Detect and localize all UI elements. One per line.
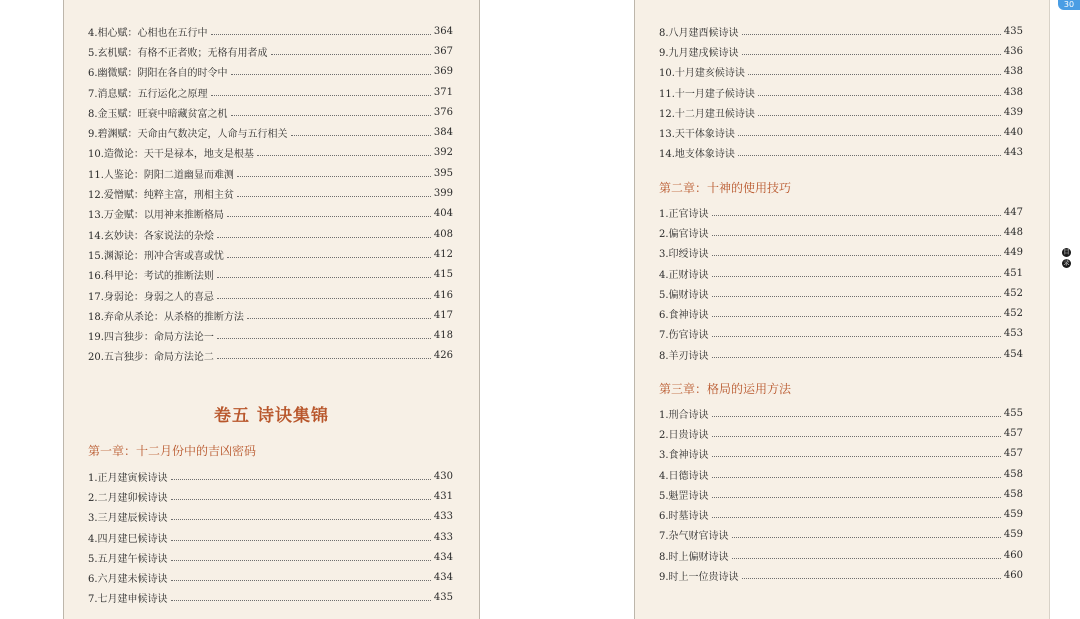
toc-entry[interactable] <box>88 204 453 224</box>
toc-entry[interactable] <box>88 244 453 264</box>
entry-title: 4.相心赋：心相也在五行中 <box>88 27 208 39</box>
notification-badge[interactable]: 30 <box>1058 0 1080 10</box>
toc-entry[interactable] <box>88 265 453 285</box>
dot-leader <box>758 95 1001 96</box>
toc-entry[interactable] <box>88 82 453 102</box>
entry-title: 2.偏官诗诀 <box>659 228 709 240</box>
page-number: 384 <box>433 127 453 139</box>
entry-title: 12.爱憎赋：纯粹主富，刑相主贫 <box>88 190 234 202</box>
toc-entry[interactable] <box>88 122 453 142</box>
dot-leader <box>712 296 1001 297</box>
page-number: 415 <box>433 269 453 281</box>
toc-entry[interactable] <box>659 545 1023 565</box>
toc-entry[interactable] <box>659 283 1023 303</box>
toc-entry[interactable] <box>88 346 453 366</box>
entry-title: 2.二月建卯候诗诀 <box>88 492 168 504</box>
dot-leader <box>211 34 431 35</box>
entry-title: 8.时上偏财诗诀 <box>659 551 729 563</box>
page-number: 457 <box>1003 448 1023 460</box>
entry-title: 9.九月建戌候诗诀 <box>659 47 739 59</box>
entry-title: 12.十二月建丑候诗诀 <box>659 108 755 120</box>
page-number: 460 <box>1003 549 1023 561</box>
toc-entry[interactable] <box>659 202 1023 222</box>
dot-leader <box>271 54 431 55</box>
toc-list <box>659 21 1023 163</box>
toc-entry[interactable] <box>88 102 453 122</box>
dot-leader <box>227 216 431 217</box>
page-number: 436 <box>1003 45 1023 57</box>
page-number: 449 <box>1003 247 1023 259</box>
toc-entry[interactable] <box>88 588 453 608</box>
entry-title: 18.弃命从杀论：从杀格的推断方法 <box>88 311 244 323</box>
page-number: 364 <box>433 25 453 37</box>
toc-entry[interactable] <box>659 303 1023 323</box>
entry-title: 20.五言独步：命局方法论二 <box>88 352 214 364</box>
toc-entry[interactable] <box>659 504 1023 524</box>
dot-leader <box>217 298 431 299</box>
toc-entry[interactable] <box>88 547 453 567</box>
dot-leader <box>171 519 431 520</box>
toc-entry[interactable] <box>659 423 1023 443</box>
dot-leader <box>217 338 431 339</box>
page-number: 404 <box>433 208 453 220</box>
dot-leader <box>231 115 431 116</box>
dot-leader <box>247 318 431 319</box>
dot-leader <box>712 456 1001 457</box>
toc-entry[interactable] <box>659 403 1023 423</box>
dot-leader <box>257 155 431 156</box>
right-page <box>634 0 1050 619</box>
entry-title: 10.造微论：天干是禄本，地支是根基 <box>88 149 254 161</box>
entry-title: 3.三月建辰候诗诀 <box>88 513 168 525</box>
entry-title: 4.四月建巳候诗诀 <box>88 533 168 545</box>
toc-entry[interactable] <box>659 484 1023 504</box>
page-number: 452 <box>1003 287 1023 299</box>
toc-entry[interactable] <box>659 82 1023 102</box>
page-number: 448 <box>1003 226 1023 238</box>
entry-title: 3.食神诗诀 <box>659 450 709 462</box>
entry-title: 8.金玉赋：旺衰中暗藏贫富之机 <box>88 108 228 120</box>
dot-leader <box>758 115 1001 116</box>
dot-leader <box>732 537 1001 538</box>
entry-title: 7.消息赋：五行运化之原理 <box>88 88 208 100</box>
dot-leader <box>712 215 1001 216</box>
page-number: 416 <box>433 289 453 301</box>
page-number: 452 <box>1003 308 1023 320</box>
dot-leader <box>211 95 431 96</box>
toc-entry[interactable] <box>659 243 1023 263</box>
toc-entry[interactable] <box>659 344 1023 364</box>
entry-title: 13.万金赋：以用神来推断格局 <box>88 210 224 222</box>
page-number: 412 <box>433 248 453 260</box>
toc-entry[interactable] <box>88 163 453 183</box>
entry-title: 5.魁罡诗诀 <box>659 490 709 502</box>
entry-title: 4.正财诗诀 <box>659 269 709 281</box>
toc-entry[interactable] <box>88 41 453 61</box>
dot-leader <box>738 155 1001 156</box>
entry-title: 6.幽微赋：阴阳在各自的时令中 <box>88 68 228 80</box>
dot-leader <box>171 499 431 500</box>
entry-title: 16.科甲论：考试的推断法则 <box>88 271 214 283</box>
side-marker-char: 目 <box>1063 249 1070 256</box>
toc-entry[interactable] <box>88 62 453 82</box>
side-marker-char: 录 <box>1063 260 1070 267</box>
toc-entry[interactable] <box>659 464 1023 484</box>
dot-leader <box>712 477 1001 478</box>
entry-title: 5.偏财诗诀 <box>659 289 709 301</box>
page-number: 426 <box>433 350 453 362</box>
dot-leader <box>748 74 1001 75</box>
dot-leader <box>171 540 431 541</box>
entry-title: 9.碧渊赋：天命由气数决定，人命与五行相关 <box>88 129 288 141</box>
entry-title: 11.人鉴论：阴阳二道幽显而难测 <box>88 169 234 181</box>
toc-list <box>659 202 1023 364</box>
page-number: 438 <box>1003 66 1023 78</box>
page-number: 451 <box>1003 267 1023 279</box>
toc-entry[interactable] <box>88 486 453 506</box>
toc-side-marker[interactable] <box>1062 248 1072 270</box>
entry-title: 11.十一月建子候诗诀 <box>659 88 755 100</box>
toc-entry[interactable] <box>659 525 1023 545</box>
page-number: 369 <box>433 66 453 78</box>
toc-entry[interactable] <box>659 565 1023 585</box>
dot-leader <box>291 135 431 136</box>
dot-leader <box>742 34 1001 35</box>
toc-entry[interactable] <box>88 305 453 325</box>
toc-entry[interactable] <box>88 527 453 547</box>
left-page <box>63 0 480 619</box>
entry-title: 17.身弱论：身弱之人的喜忌 <box>88 291 214 303</box>
toc-entry[interactable] <box>659 222 1023 242</box>
page-number: 418 <box>433 330 453 342</box>
chapter-title: 第三章：格局的运用方法 <box>659 382 792 396</box>
dot-leader <box>712 517 1001 518</box>
entry-title: 7.七月建申候诗诀 <box>88 594 168 606</box>
entry-title: 5.玄机赋：有格不正者败；无格有用者成 <box>88 47 268 59</box>
page-number: 430 <box>433 470 453 482</box>
toc-entry[interactable] <box>88 143 453 163</box>
entry-title: 13.天干体象诗诀 <box>659 129 735 141</box>
toc-entry[interactable] <box>88 567 453 587</box>
dot-leader <box>712 316 1001 317</box>
page-number: 457 <box>1003 427 1023 439</box>
toc-entry[interactable] <box>88 325 453 345</box>
toc-entry[interactable] <box>88 183 453 203</box>
page-number: 433 <box>433 531 453 543</box>
dot-leader <box>237 176 431 177</box>
entry-title: 1.正官诗诀 <box>659 208 709 220</box>
dot-leader <box>738 135 1001 136</box>
entry-title: 9.时上一位贵诗诀 <box>659 572 739 584</box>
chapter-title: 第一章：十二月份中的吉凶密码 <box>88 444 257 458</box>
entry-title: 6.食神诗诀 <box>659 310 709 322</box>
entry-title: 14.地支体象诗诀 <box>659 149 735 161</box>
dot-leader <box>712 436 1001 437</box>
page-number: 433 <box>433 511 453 523</box>
dot-leader <box>712 276 1001 277</box>
entry-title: 5.五月建午候诗诀 <box>88 553 168 565</box>
entry-title: 10.十月建亥候诗诀 <box>659 68 745 80</box>
volume-title: 卷五 诗诀集锦 <box>214 406 329 426</box>
toc-entry[interactable] <box>88 285 453 305</box>
toc-entry[interactable] <box>88 466 453 486</box>
toc-entry[interactable] <box>659 21 1023 41</box>
toc-entry[interactable] <box>659 62 1023 82</box>
dot-leader <box>712 235 1001 236</box>
dot-leader <box>231 74 431 75</box>
toc-list <box>88 21 453 366</box>
entry-title: 15.渊源论：刑冲合害或喜或忧 <box>88 250 224 262</box>
page-number: 455 <box>1003 407 1023 419</box>
toc-entry[interactable] <box>659 102 1023 122</box>
toc-entry[interactable] <box>659 324 1023 344</box>
page-number: 376 <box>433 106 453 118</box>
entry-title: 8.八月建酉候诗诀 <box>659 27 739 39</box>
page-number: 459 <box>1003 509 1023 521</box>
dot-leader <box>712 336 1001 337</box>
dot-leader <box>742 54 1001 55</box>
page-number: 454 <box>1003 348 1023 360</box>
entry-title: 4.日德诗诀 <box>659 470 709 482</box>
chapter-title: 第二章：十神的使用技巧 <box>659 181 792 195</box>
entry-title: 8.羊刃诗诀 <box>659 350 709 362</box>
dot-leader <box>237 196 431 197</box>
entry-title: 14.玄妙诀：各家说法的杂烩 <box>88 230 214 242</box>
page-number: 434 <box>433 551 453 563</box>
dot-leader <box>171 479 431 480</box>
entry-title: 19.四言独步：命局方法论一 <box>88 332 214 344</box>
dot-leader <box>171 600 431 601</box>
dot-leader <box>217 358 431 359</box>
page-number: 434 <box>433 572 453 584</box>
toc-entry[interactable] <box>659 444 1023 464</box>
page-number: 458 <box>1003 488 1023 500</box>
dot-leader <box>171 560 431 561</box>
page-number: 439 <box>1003 106 1023 118</box>
entry-title: 2.日贵诗诀 <box>659 429 709 441</box>
toc-entry[interactable] <box>88 21 453 41</box>
dot-leader <box>712 497 1001 498</box>
page-number: 371 <box>433 86 453 98</box>
toc-list <box>659 403 1023 586</box>
page-number: 460 <box>1003 570 1023 582</box>
dot-leader <box>732 558 1001 559</box>
page-number: 367 <box>433 45 453 57</box>
entry-title: 6.六月建未候诗诀 <box>88 574 168 586</box>
toc-entry[interactable] <box>659 122 1023 142</box>
toc-entry[interactable] <box>659 143 1023 163</box>
page-number: 435 <box>433 592 453 604</box>
entry-title: 3.印绶诗诀 <box>659 249 709 261</box>
page-number: 443 <box>1003 147 1023 159</box>
page-number: 438 <box>1003 86 1023 98</box>
dot-leader <box>742 578 1001 579</box>
dot-leader <box>217 237 431 238</box>
page-number: 458 <box>1003 468 1023 480</box>
dot-leader <box>712 357 1001 358</box>
page-number: 392 <box>433 147 453 159</box>
page-number: 459 <box>1003 529 1023 541</box>
page-number: 440 <box>1003 127 1023 139</box>
entry-title: 6.时墓诗诀 <box>659 511 709 523</box>
entry-title: 1.正月建寅候诗诀 <box>88 472 168 484</box>
toc-entry[interactable] <box>88 507 453 527</box>
dot-leader <box>227 257 431 258</box>
toc-entry[interactable] <box>659 41 1023 61</box>
page-number: 399 <box>433 188 453 200</box>
toc-list <box>88 466 453 608</box>
page-number: 417 <box>433 309 453 321</box>
page-number: 431 <box>433 490 453 502</box>
page-number: 395 <box>433 167 453 179</box>
page-number: 453 <box>1003 328 1023 340</box>
page-number: 408 <box>433 228 453 240</box>
dot-leader <box>171 580 431 581</box>
toc-entry[interactable] <box>659 263 1023 283</box>
entry-title: 7.伤官诗诀 <box>659 330 709 342</box>
dot-leader <box>712 416 1001 417</box>
dot-leader <box>217 277 431 278</box>
page-number: 447 <box>1003 206 1023 218</box>
toc-entry[interactable] <box>88 224 453 244</box>
page-number: 435 <box>1003 25 1023 37</box>
entry-title: 1.刑合诗诀 <box>659 409 709 421</box>
dot-leader <box>712 255 1001 256</box>
entry-title: 7.杂气财官诗诀 <box>659 531 729 543</box>
